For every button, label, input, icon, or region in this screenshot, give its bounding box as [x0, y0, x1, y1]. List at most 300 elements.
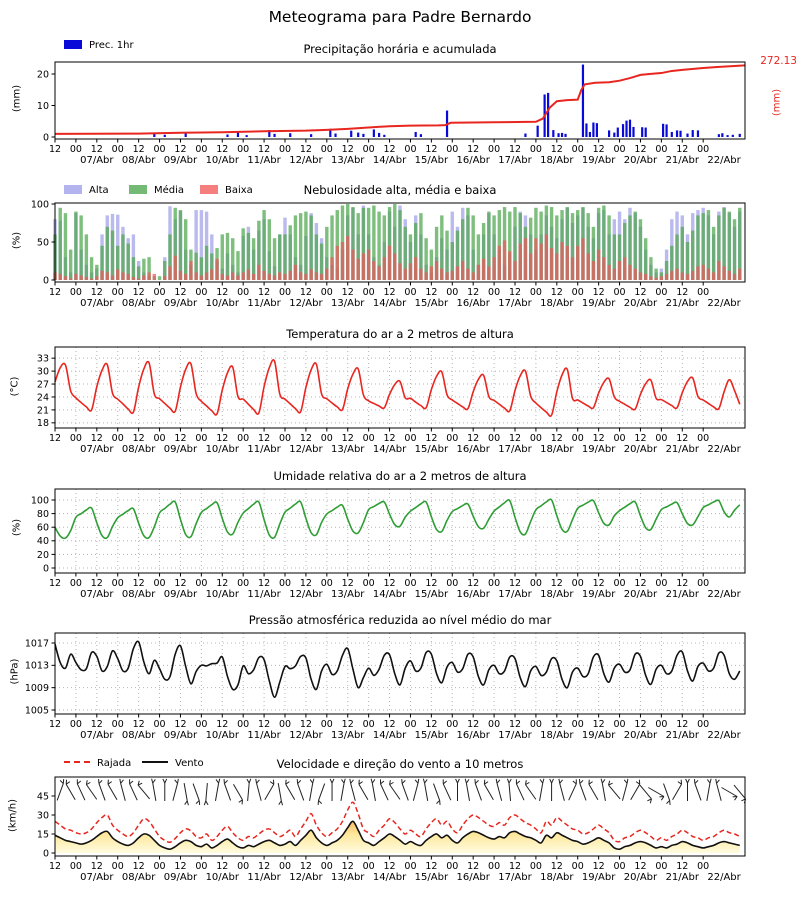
- wind-arrow: [413, 783, 418, 800]
- wind-arrow-head: [666, 800, 669, 803]
- wind-arrow-head: [559, 779, 560, 783]
- x-tick-label: 12: [132, 578, 145, 589]
- date-label: 11/Abr: [247, 444, 281, 455]
- date-label: 17/Abr: [498, 589, 532, 600]
- wind-arrow: [722, 788, 738, 797]
- cloud-bar-baixa: [179, 271, 182, 280]
- x-tick-label: 00: [446, 433, 459, 444]
- wind-arrow: [509, 783, 511, 801]
- x-tick-label: 12: [383, 433, 396, 444]
- cloud-bar-baixa: [607, 265, 610, 280]
- precip-bar: [378, 133, 380, 137]
- x-tick-label: 12: [48, 861, 62, 872]
- wind-arrow: [77, 784, 85, 800]
- cloud-bar-baixa: [100, 271, 103, 280]
- wind-arrow-head: [710, 779, 711, 783]
- date-label: 08/Abr: [121, 298, 156, 309]
- date-label: 16/Abr: [456, 298, 490, 309]
- vento-label: Vento: [175, 758, 204, 769]
- wind-arrow-head: [351, 780, 354, 783]
- cloud-bar-baixa: [440, 269, 443, 280]
- wind-arrow: [351, 783, 356, 800]
- wind-arrow: [664, 784, 670, 801]
- x-tick-label: 00: [69, 287, 82, 298]
- wind-arrow-head: [196, 800, 199, 803]
- x-tick-label: 12: [592, 287, 605, 298]
- wind-arrow-head: [163, 779, 165, 783]
- wind-arrow-head: [560, 780, 563, 783]
- wind-arrow: [359, 784, 368, 800]
- cloud-bar-baixa: [210, 269, 213, 280]
- precip-bar: [350, 131, 352, 137]
- wind-area: [55, 821, 740, 853]
- cloud-bar-baixa: [69, 278, 72, 280]
- x-tick-label: 00: [571, 719, 584, 730]
- wind-arrow: [475, 784, 481, 801]
- cloud-bar-baixa: [686, 274, 689, 280]
- cloud-bar-média: [283, 234, 286, 280]
- cloud-bar-baixa: [628, 265, 631, 280]
- x-tick-label: 12: [676, 861, 689, 872]
- temp-line: [55, 360, 740, 416]
- date-label: 09/Abr: [163, 589, 198, 600]
- wind-arrow-head: [319, 800, 322, 803]
- x-tick-label: 00: [404, 578, 417, 589]
- x-tick-label: 00: [153, 287, 166, 298]
- date-label: 20/Abr: [623, 730, 658, 741]
- x-tick-label: 00: [613, 578, 626, 589]
- wind-arrow: [609, 785, 621, 799]
- x-tick-label: 12: [299, 144, 312, 155]
- wind-arrow-head: [153, 779, 156, 783]
- cloud-bar-média: [712, 227, 715, 280]
- x-tick-label: 12: [174, 433, 187, 444]
- x-tick-label: 00: [69, 144, 82, 155]
- precip-bar: [697, 130, 699, 137]
- cloud-bar-baixa: [592, 261, 595, 280]
- cloud-bar-baixa: [273, 275, 276, 280]
- x-tick-label: 00: [697, 144, 710, 155]
- wind-arrow-head: [418, 779, 419, 783]
- x-tick-label: 12: [258, 578, 271, 589]
- date-label: 12/Abr: [289, 872, 323, 883]
- date-label: 18/Abr: [540, 872, 574, 883]
- precip-bar: [622, 124, 624, 137]
- x-tick-label: 00: [697, 719, 710, 730]
- wind-arrow-head: [99, 780, 102, 783]
- date-label: 12/Abr: [289, 444, 323, 455]
- x-tick-label: 00: [697, 433, 710, 444]
- alta-label: Alta: [89, 185, 109, 196]
- precip-bar: [676, 130, 678, 137]
- x-tick-label: 00: [529, 719, 542, 730]
- wind-arrow-head: [497, 780, 500, 783]
- wind-arrow-head: [717, 780, 720, 783]
- x-tick-label: 00: [278, 861, 292, 872]
- cloud-bar-baixa: [670, 271, 673, 280]
- cloud-bar-baixa: [445, 272, 448, 280]
- x-tick-label: 00: [111, 433, 124, 444]
- date-label: 11/Abr: [247, 730, 281, 741]
- cloud-bar-baixa: [649, 276, 652, 280]
- wind-arrow: [310, 783, 313, 801]
- date-label: 17/Abr: [498, 872, 532, 883]
- panel-frame: [55, 633, 745, 714]
- wind-arrow: [233, 784, 242, 800]
- x-tick-label: 00: [237, 144, 250, 155]
- wind-arrow: [173, 783, 178, 800]
- cloud-bar-média: [179, 210, 182, 280]
- wind-arrow-head: [341, 779, 344, 783]
- x-tick-label: 00: [529, 578, 542, 589]
- precip-bar: [585, 123, 587, 137]
- wind-arrow-head: [219, 779, 220, 783]
- x-tick-label: 00: [529, 861, 542, 872]
- date-label: 19/Abr: [581, 155, 616, 166]
- cloud-bar-baixa: [372, 261, 375, 280]
- cloud-bar-baixa: [90, 278, 93, 280]
- wind-arrow-head: [130, 781, 133, 784]
- x-tick-label: 12: [258, 287, 271, 298]
- x-tick-label: 00: [111, 861, 124, 872]
- date-label: 12/Abr: [289, 298, 323, 309]
- cloud-bar-baixa: [231, 272, 234, 280]
- cloud-bar-média: [644, 238, 647, 280]
- cloud-bar-baixa: [106, 272, 109, 280]
- precip-bar: [537, 126, 539, 137]
- x-tick-label: 12: [216, 144, 229, 155]
- panel-frame: [55, 489, 745, 573]
- precip-bar: [671, 132, 673, 137]
- x-tick-label: 12: [258, 719, 271, 730]
- precip-bar: [645, 128, 647, 137]
- cloud-bar-baixa: [315, 272, 318, 280]
- cloud-bar-baixa: [351, 250, 354, 280]
- x-tick-label: 12: [425, 578, 438, 589]
- x-tick-label: 12: [299, 578, 312, 589]
- x-tick-label: 00: [488, 578, 501, 589]
- x-tick-label: 00: [362, 287, 375, 298]
- wind-arrow: [278, 783, 281, 801]
- precip-bar: [164, 135, 166, 137]
- date-label: 22/Abr: [707, 155, 741, 166]
- date-label: 14/Abr: [372, 444, 407, 455]
- cloud-bar-baixa: [163, 276, 166, 280]
- wind-arrow: [484, 784, 493, 800]
- wind-arrow-head: [496, 779, 497, 783]
- date-label: 19/Abr: [581, 444, 616, 455]
- cloud-bar-média: [64, 213, 67, 280]
- date-label: 16/Abr: [456, 589, 490, 600]
- date-label: 18/Abr: [540, 444, 574, 455]
- date-label: 21/Abr: [665, 155, 699, 166]
- cloud-bar-baixa: [654, 278, 657, 280]
- cloud-bar-baixa: [707, 269, 710, 280]
- y-tick-label: 45: [36, 791, 49, 803]
- cloud-bar-baixa: [74, 274, 77, 280]
- x-tick-label: 00: [655, 287, 668, 298]
- x-tick-label: 00: [69, 719, 82, 730]
- y-tick-label: 24: [36, 392, 49, 404]
- wind-arrow-head: [602, 779, 605, 783]
- cloud-bar-baixa: [482, 259, 485, 280]
- cloud-bar-baixa: [613, 269, 616, 280]
- panel-title-clouds: Nebulosidade alta, média e baixa: [303, 183, 497, 197]
- wind-arrow: [540, 783, 543, 801]
- x-tick-label: 00: [195, 861, 208, 872]
- cloud-bar-baixa: [566, 246, 569, 280]
- cloud-bar-baixa: [555, 253, 558, 280]
- cloud-bar-média: [471, 215, 474, 280]
- wind-arrow-head: [580, 780, 583, 783]
- x-tick-label: 12: [341, 287, 354, 298]
- date-label: 10/Abr: [205, 444, 239, 455]
- cloud-bar-baixa: [581, 238, 584, 280]
- precip-bar: [726, 135, 728, 137]
- wind-arrow: [138, 785, 150, 799]
- cloud-bar-média: [273, 238, 276, 280]
- cloud-bar-média: [69, 250, 72, 280]
- cloud-bar-baixa: [137, 278, 140, 280]
- x-tick-label: 00: [320, 578, 333, 589]
- cloud-bar-baixa: [435, 261, 438, 280]
- x-tick-label: 00: [320, 144, 333, 155]
- date-label: 11/Abr: [247, 872, 281, 883]
- x-tick-label: 12: [467, 144, 480, 155]
- wind-arrow: [631, 784, 640, 800]
- wind-arrow: [153, 783, 156, 801]
- cloud-bar-baixa: [79, 275, 82, 280]
- x-tick-label: 00: [278, 287, 292, 298]
- cloud-bar-média: [252, 238, 255, 280]
- y-tick-label: 0: [42, 848, 49, 860]
- date-label: 13/Abr: [331, 872, 365, 883]
- x-tick-label: 00: [195, 578, 208, 589]
- precip-bar: [589, 132, 591, 137]
- wind-arrow: [402, 784, 408, 801]
- x-tick-label: 00: [613, 144, 626, 155]
- cloud-bar-baixa: [309, 269, 312, 280]
- wind-arrow-head: [402, 780, 405, 783]
- wind-arrow-head: [175, 780, 178, 783]
- precip-bar: [718, 134, 720, 137]
- x-tick-label: 00: [529, 144, 542, 155]
- date-label: 22/Abr: [707, 872, 741, 883]
- cloud-bar-baixa: [665, 274, 668, 280]
- cloud-bar-baixa: [142, 275, 145, 280]
- y-tick-label: 100: [30, 199, 49, 211]
- wind-arrow-head: [344, 779, 345, 783]
- date-label: 10/Abr: [205, 298, 239, 309]
- date-label: 19/Abr: [581, 589, 616, 600]
- date-label: 07/Abr: [80, 155, 114, 166]
- cloud-bar-baixa: [503, 240, 506, 280]
- date-label: 07/Abr: [80, 589, 114, 600]
- x-tick-label: 12: [592, 861, 605, 872]
- x-tick-label: 12: [508, 287, 522, 298]
- cloud-bar-baixa: [174, 256, 177, 280]
- x-tick-label: 00: [278, 719, 292, 730]
- x-tick-label: 12: [383, 144, 396, 155]
- x-tick-label: 12: [383, 578, 396, 589]
- x-tick-label: 00: [571, 578, 584, 589]
- wind-arrow-head: [371, 779, 372, 783]
- pres-line: [55, 641, 740, 697]
- wind-arrow: [341, 783, 344, 801]
- x-tick-label: 00: [488, 144, 501, 155]
- wind-arrow-head: [509, 779, 511, 783]
- date-label: 14/Abr: [372, 298, 407, 309]
- date-label: 19/Abr: [581, 872, 616, 883]
- wind-arrow: [497, 783, 502, 800]
- x-tick-label: 00: [697, 287, 710, 298]
- x-tick-label: 00: [446, 719, 459, 730]
- cloud-bar-média: [158, 276, 161, 280]
- x-tick-label: 12: [508, 719, 522, 730]
- media-swatch: [129, 185, 147, 194]
- cloud-bar-baixa: [184, 274, 187, 280]
- x-tick-label: 12: [550, 719, 563, 730]
- wind-arrow-head: [456, 779, 458, 783]
- cloud-bar-baixa: [294, 265, 297, 280]
- wind-arrow-head: [516, 781, 519, 784]
- y-tick-label: 27: [36, 379, 49, 391]
- cloud-bar-baixa: [241, 272, 244, 280]
- cloud-bar-baixa: [200, 275, 203, 280]
- x-tick-label: 00: [153, 144, 166, 155]
- x-tick-label: 12: [383, 287, 396, 298]
- x-tick-label: 00: [153, 578, 166, 589]
- wind-arrow: [434, 784, 440, 801]
- x-tick-label: 00: [320, 287, 333, 298]
- x-tick-label: 12: [216, 287, 229, 298]
- legend-item-prec1hr: [64, 40, 134, 51]
- x-tick-label: 12: [508, 144, 522, 155]
- x-tick-label: 12: [425, 719, 438, 730]
- x-tick-label: 00: [571, 433, 584, 444]
- x-tick-label: 12: [341, 144, 354, 155]
- date-label: 11/Abr: [247, 298, 281, 309]
- y-tick-label: 15: [36, 829, 49, 841]
- cloud-bar-baixa: [59, 274, 62, 280]
- cloud-bar-baixa: [492, 257, 495, 280]
- x-tick-label: 00: [613, 433, 626, 444]
- cloud-bar-baixa: [153, 274, 156, 280]
- x-tick-label: 12: [216, 719, 229, 730]
- wind-arrow-head: [187, 801, 188, 805]
- precip-bar: [310, 134, 312, 137]
- cloud-bar-baixa: [111, 275, 114, 280]
- x-tick-label: 12: [341, 861, 354, 872]
- date-label: 07/Abr: [80, 730, 114, 741]
- x-tick-label: 12: [676, 578, 689, 589]
- wind-arrow-head: [298, 780, 301, 783]
- x-tick-label: 12: [174, 719, 187, 730]
- rajada-line-sample: [64, 761, 90, 763]
- wind-arrow: [516, 784, 524, 800]
- date-label: 09/Abr: [163, 444, 198, 455]
- x-tick-label: 00: [362, 144, 375, 155]
- cloud-bar-baixa: [236, 275, 239, 280]
- x-tick-label: 12: [216, 861, 229, 872]
- x-tick-label: 12: [550, 433, 563, 444]
- cloud-bar-média: [304, 212, 307, 280]
- x-tick-label: 12: [132, 144, 145, 155]
- x-tick-label: 00: [278, 433, 292, 444]
- cloud-bar-média: [639, 219, 642, 280]
- x-tick-label: 00: [320, 861, 333, 872]
- date-label: 20/Abr: [623, 155, 658, 166]
- panel-title-precip: Precipitação horária e acumulada: [303, 42, 497, 56]
- wind-arrow-head: [466, 779, 469, 783]
- cloud-bar-baixa: [64, 276, 67, 280]
- cloud-bar-baixa: [597, 250, 600, 280]
- cloud-bar-baixa: [681, 272, 684, 280]
- x-tick-label: 00: [655, 433, 668, 444]
- cloud-bar-baixa: [393, 253, 396, 280]
- x-tick-label: 12: [132, 287, 145, 298]
- date-label: 10/Abr: [205, 155, 239, 166]
- x-tick-label: 12: [467, 287, 480, 298]
- cloud-bar-baixa: [189, 261, 192, 280]
- panel-frame: [55, 347, 745, 428]
- x-tick-label: 12: [90, 287, 103, 298]
- x-tick-label: 12: [550, 287, 563, 298]
- x-tick-label: 12: [634, 719, 647, 730]
- date-label: 20/Abr: [623, 444, 658, 455]
- date-label: 15/Abr: [414, 730, 449, 741]
- y-tick-label: 1005: [24, 705, 49, 717]
- date-label: 16/Abr: [456, 730, 490, 741]
- date-label: 16/Abr: [456, 872, 490, 883]
- date-label: 13/Abr: [331, 298, 365, 309]
- date-label: 12/Abr: [289, 155, 323, 166]
- x-tick-label: 12: [90, 578, 103, 589]
- cloud-bar-baixa: [728, 271, 731, 280]
- date-label: 22/Abr: [707, 298, 741, 309]
- cloud-bar-baixa: [717, 261, 720, 280]
- x-tick-label: 12: [299, 433, 312, 444]
- cloud-bar-baixa: [487, 266, 490, 280]
- date-label: 17/Abr: [498, 444, 532, 455]
- x-tick-label: 12: [592, 433, 605, 444]
- cloud-bar-média: [106, 227, 109, 280]
- x-tick-label: 12: [48, 433, 62, 444]
- x-tick-label: 00: [488, 861, 501, 872]
- wind-arrow-head: [543, 779, 544, 783]
- x-tick-label: 12: [132, 719, 145, 730]
- x-tick-label: 00: [195, 433, 208, 444]
- x-tick-label: 12: [467, 433, 480, 444]
- cloud-bar-média: [59, 208, 62, 280]
- wind-arrow-head: [695, 780, 698, 783]
- cloud-bar-média: [111, 231, 114, 280]
- x-tick-label: 00: [571, 861, 584, 872]
- date-label: 08/Abr: [121, 872, 156, 883]
- date-label: 14/Abr: [372, 589, 407, 600]
- cloud-bar-baixa: [660, 276, 663, 280]
- precip-bar: [617, 128, 619, 137]
- wind-arrow-head: [313, 779, 314, 783]
- x-tick-label: 00: [153, 433, 166, 444]
- x-tick-label: 12: [467, 719, 480, 730]
- cloud-bar-baixa: [529, 253, 532, 280]
- wind-arrow: [589, 784, 598, 800]
- x-tick-label: 12: [132, 433, 145, 444]
- precip-bar: [357, 133, 359, 137]
- cloud-bar-baixa: [513, 261, 516, 280]
- wind-arrow: [99, 784, 105, 801]
